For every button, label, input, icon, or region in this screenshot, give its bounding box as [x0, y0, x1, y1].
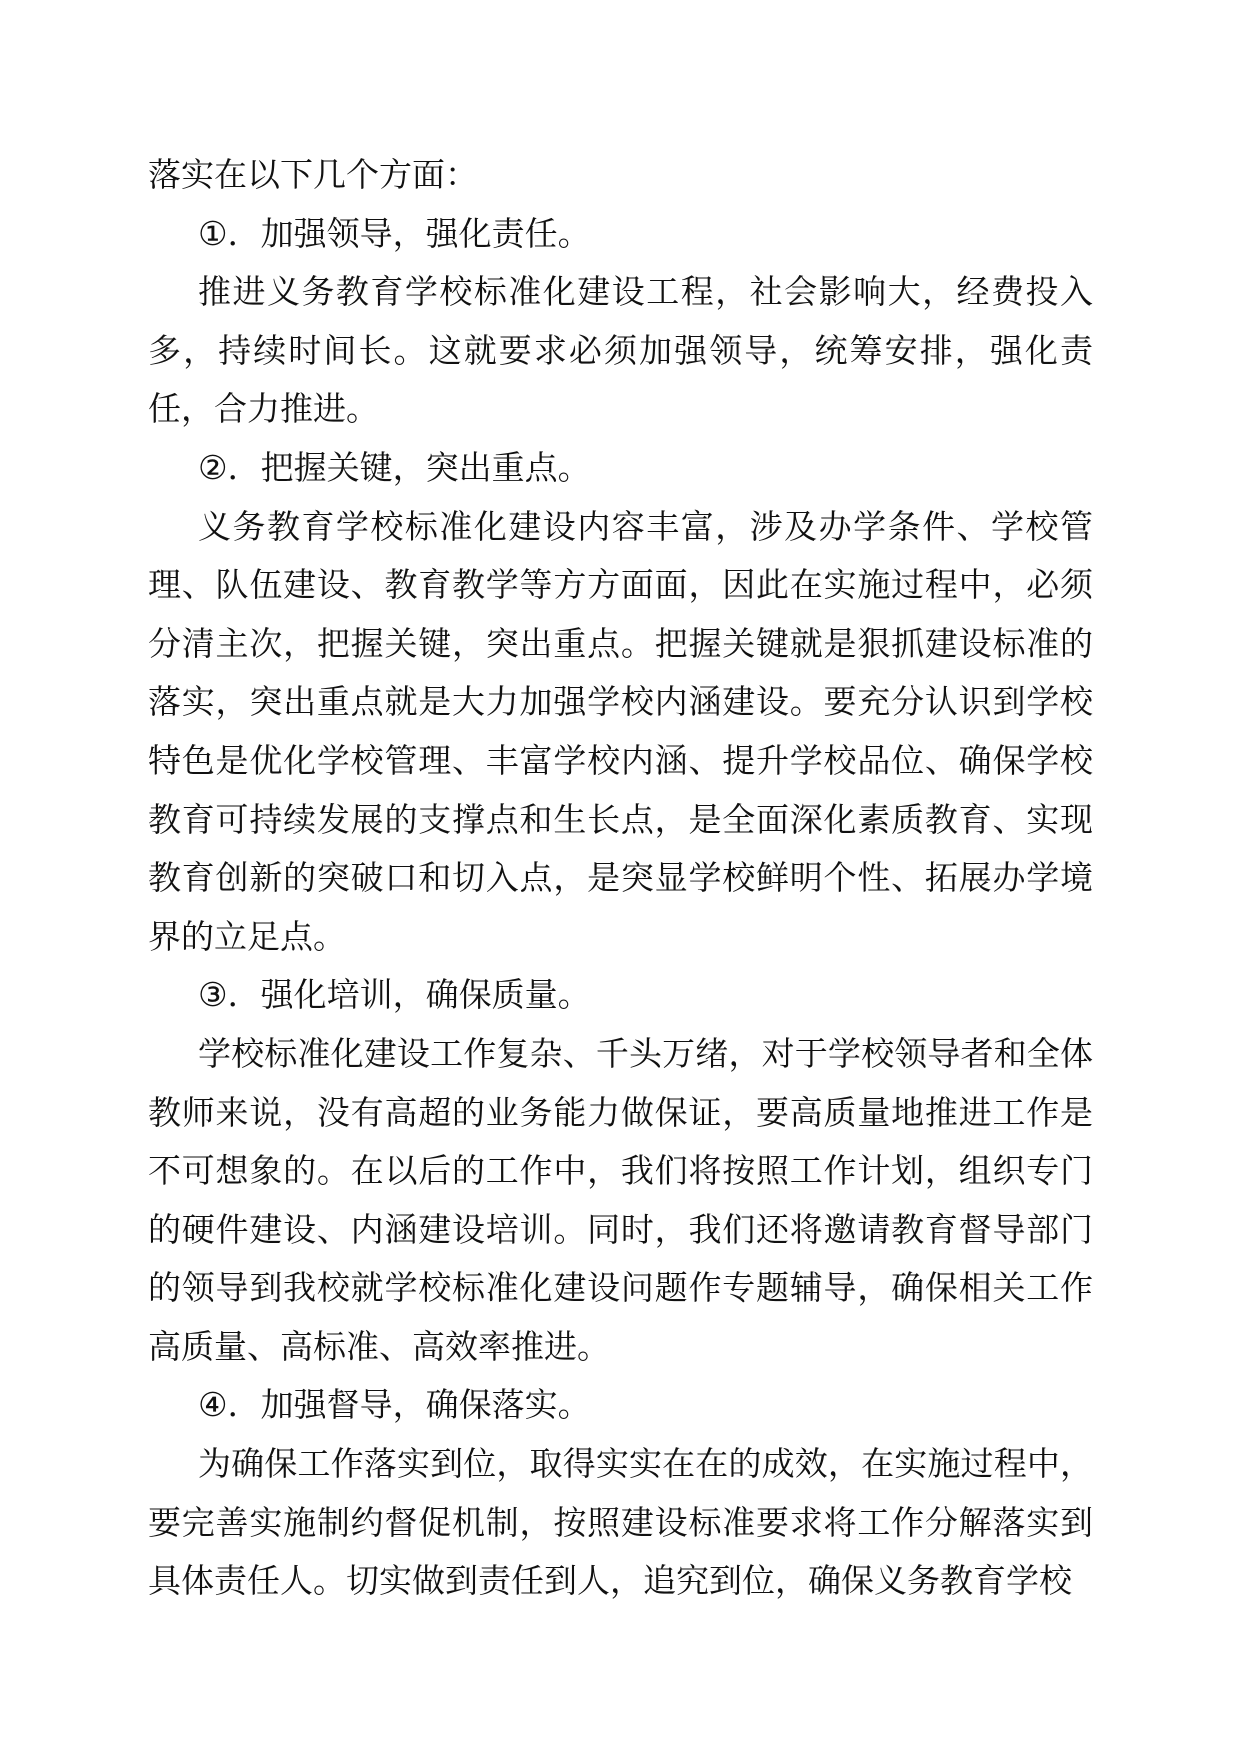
paragraph-intro: 落实在以下几个方面：: [148, 155, 478, 194]
paragraph-item-3: 学校标准化建设工作复杂、千头万绪，对于学校领导者和全体教师来说，没有高超的业务能力做保证，要高质量地推进工作是不可想象的。在以后的工作中，我们将按照工作计划，组织专门的硬件建设、内涵建设培训。同时，我们还将邀请教育督导部门的领导到我校就学校标准化建设问题作专题辅导，确保相关工作高质量、高标准、高效率推进。: [148, 1033, 1093, 1366]
heading-item-4: ④．加强督导，确保落实。: [198, 1385, 591, 1425]
paragraph-item-2: 义务教育学校标准化建设内容丰富，涉及办学条件、学校管理、队伍建设、教育教学等方方面面，因此在实施过程中，必须分清主次，把握关键，突出重点。把握关键就是狠抓建设标准的落实，突出重点就是大力加强学校内涵建设。要充分认识到学校特色是优化学校管理、丰富学校内涵、提升学校品位、确保学校教育可持续发展的支撑点和生长点，是全面深化素质教育、实现教育创新的突破口和切入点，是突显学校鲜明个性、拓展办学境界的立足点。: [148, 506, 1093, 956]
heading-item-2: ②．把握关键，突出重点。: [198, 447, 591, 487]
paragraph-item-1: 推进义务教育学校标准化建设工程，社会影响大，经费投入多，持续时间长。这就要求必须加强领导，统筹安排，强化责任，合力推进。: [148, 272, 1093, 429]
paragraph-item-4: 为确保工作落实到位，取得实实在在的成效，在实施过程中，要完善实施制约督促机制，按照建设标准要求将工作分解落实到具体责任人。切实做到责任到人，追究到位，确保义务教育学校: [148, 1444, 1093, 1601]
document-body: [148, 146, 1093, 1611]
heading-item-3: ③．强化培训，确保质量。: [198, 975, 591, 1015]
heading-item-1: ①．加强领导，强化责任。: [198, 213, 591, 253]
